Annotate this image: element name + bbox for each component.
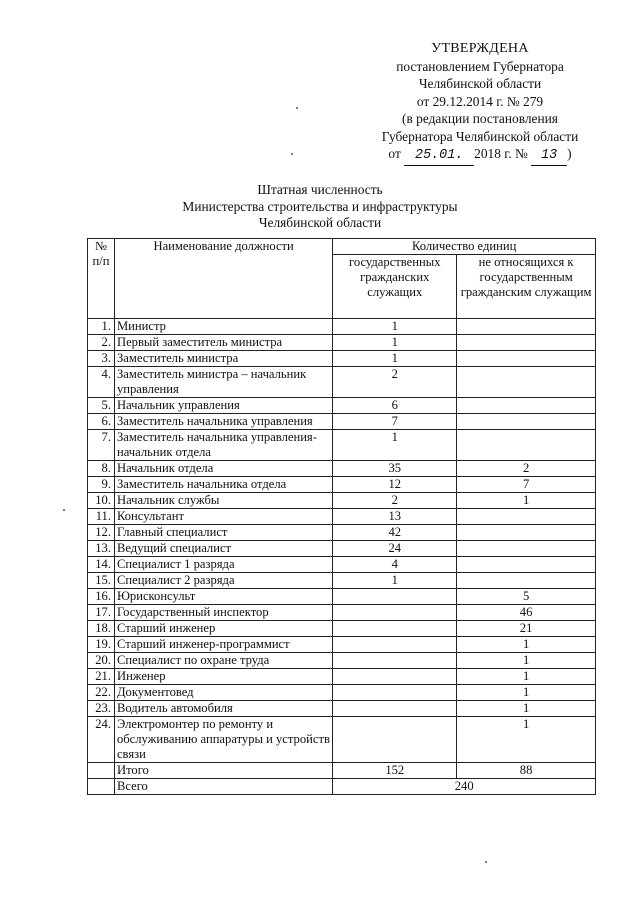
document-title	[0, 182, 640, 232]
table-row	[88, 319, 596, 335]
table-row	[88, 493, 596, 509]
row-civil-count	[333, 653, 457, 669]
grand-value: 240	[333, 779, 596, 795]
row-position: Заместитель начальника управления	[114, 414, 332, 430]
title-line: Министерства строительства и инфраструктуры	[182, 198, 458, 214]
row-number: 7.	[88, 430, 115, 461]
approval-line: Челябинской области	[418, 76, 542, 91]
row-number: 1.	[88, 319, 115, 335]
row-number: 19.	[88, 637, 115, 653]
row-position: Старший инженер-программист	[114, 637, 332, 653]
row-number: 10.	[88, 493, 115, 509]
row-civil-count	[333, 589, 457, 605]
row-noncivil-count	[457, 541, 596, 557]
row-noncivil-count	[457, 525, 596, 541]
approval-from: от	[388, 146, 401, 161]
table-row	[88, 509, 596, 525]
row-number: 6.	[88, 414, 115, 430]
row-number: 22.	[88, 685, 115, 701]
row-noncivil-count: 5	[457, 589, 596, 605]
row-noncivil-count	[457, 573, 596, 589]
row-noncivil-count	[457, 398, 596, 414]
table-row	[88, 701, 596, 717]
row-number: 5.	[88, 398, 115, 414]
row-position: Государственный инспектор	[114, 605, 332, 621]
row-number: 4.	[88, 367, 115, 398]
approval-year: 2018 г. №	[474, 146, 528, 161]
row-civil-count: 1	[333, 351, 457, 367]
approval-date-line	[355, 145, 605, 166]
scan-speck	[485, 861, 487, 863]
grand-num	[88, 779, 115, 795]
row-number: 3.	[88, 351, 115, 367]
approval-line: от 29.12.2014 г. № 279	[416, 93, 544, 109]
total-noncivil: 88	[457, 763, 596, 779]
row-civil-count	[333, 685, 457, 701]
table-row	[88, 430, 596, 461]
row-noncivil-count: 1	[457, 701, 596, 717]
row-number: 21.	[88, 669, 115, 685]
row-civil-count	[333, 605, 457, 621]
row-noncivil-count	[457, 414, 596, 430]
scan-speck	[296, 107, 298, 109]
row-number: 8.	[88, 461, 115, 477]
row-noncivil-count: 1	[457, 669, 596, 685]
row-civil-count: 7	[333, 414, 457, 430]
row-position: Заместитель начальника управления-начальник отдела	[114, 430, 332, 461]
row-civil-count: 35	[333, 461, 457, 477]
row-noncivil-count	[457, 509, 596, 525]
row-position: Специалист 2 разряда	[114, 573, 332, 589]
row-position: Заместитель министра	[114, 351, 332, 367]
table-row	[88, 621, 596, 637]
row-number: 15.	[88, 573, 115, 589]
approval-date: 25.01.	[404, 147, 474, 166]
row-civil-count	[333, 637, 457, 653]
row-position: Главный специалист	[114, 525, 332, 541]
row-noncivil-count: 2	[457, 461, 596, 477]
row-noncivil-count: 7	[457, 477, 596, 493]
table-row	[88, 589, 596, 605]
row-position: Специалист по охране труда	[114, 653, 332, 669]
row-number: 23.	[88, 701, 115, 717]
row-position: Заместитель начальника отдела	[114, 477, 332, 493]
table-row	[88, 637, 596, 653]
row-number: 12.	[88, 525, 115, 541]
row-civil-count	[333, 621, 457, 637]
total-civil: 152	[333, 763, 457, 779]
row-number: 18.	[88, 621, 115, 637]
title-line: Штатная численность	[257, 182, 383, 197]
table-row	[88, 653, 596, 669]
scan-speck	[63, 509, 65, 511]
header-civil: государственных гражданских служащих	[333, 255, 457, 319]
scan-speck	[291, 153, 293, 155]
row-civil-count: 13	[333, 509, 457, 525]
row-noncivil-count: 1	[457, 685, 596, 701]
row-civil-count: 1	[333, 335, 457, 351]
row-position: Первый заместитель министра	[114, 335, 332, 351]
row-noncivil-count	[457, 335, 596, 351]
approval-number: 13	[531, 147, 567, 166]
row-civil-count: 12	[333, 477, 457, 493]
row-position: Начальник службы	[114, 493, 332, 509]
table-row	[88, 367, 596, 398]
total-label: Итого	[114, 763, 332, 779]
approval-block	[355, 40, 605, 166]
row-number: 2.	[88, 335, 115, 351]
header-units: Количество единиц	[333, 239, 596, 255]
row-noncivil-count: 1	[457, 653, 596, 669]
row-number: 9.	[88, 477, 115, 493]
row-civil-count: 2	[333, 493, 457, 509]
total-row	[88, 763, 596, 779]
approval-line: (в редакции постановления	[402, 111, 558, 126]
row-position: Инженер	[114, 669, 332, 685]
row-noncivil-count	[457, 367, 596, 398]
row-position: Юрисконсульт	[114, 589, 332, 605]
row-position: Начальник управления	[114, 398, 332, 414]
row-civil-count: 4	[333, 557, 457, 573]
row-number: 17.	[88, 605, 115, 621]
table-row	[88, 573, 596, 589]
row-civil-count: 6	[333, 398, 457, 414]
grand-label: Всего	[114, 779, 332, 795]
table-row	[88, 685, 596, 701]
header-noncivil: не относящихся к государственным гражданским служащим	[457, 255, 596, 319]
row-noncivil-count	[457, 319, 596, 335]
row-position: Заместитель министра – начальник управления	[114, 367, 332, 398]
row-position: Начальник отдела	[114, 461, 332, 477]
staff-table	[87, 238, 596, 795]
row-number: 16.	[88, 589, 115, 605]
row-position: Консультант	[114, 509, 332, 525]
row-civil-count: 1	[333, 430, 457, 461]
table-row	[88, 717, 596, 763]
row-number: 11.	[88, 509, 115, 525]
table-row	[88, 525, 596, 541]
approval-line: Губернатора Челябинской области	[381, 128, 579, 144]
row-civil-count: 1	[333, 319, 457, 335]
header-num: № п/п	[88, 239, 115, 319]
table-row	[88, 398, 596, 414]
row-position: Министр	[114, 319, 332, 335]
approval-title: УТВЕРЖДЕНА	[431, 41, 529, 56]
header-name: Наименование должности	[114, 239, 332, 319]
row-position: Электромонтер по ремонту и обслуживанию аппаратуры и устройств связи	[114, 717, 332, 763]
row-civil-count: 1	[333, 573, 457, 589]
row-civil-count: 2	[333, 367, 457, 398]
table-body	[88, 319, 596, 763]
row-civil-count	[333, 669, 457, 685]
row-noncivil-count: 46	[457, 605, 596, 621]
table-row	[88, 351, 596, 367]
table-row	[88, 414, 596, 430]
row-number: 24.	[88, 717, 115, 763]
table-row	[88, 541, 596, 557]
row-noncivil-count	[457, 430, 596, 461]
table-row	[88, 335, 596, 351]
table-row	[88, 557, 596, 573]
row-position: Специалист 1 разряда	[114, 557, 332, 573]
row-noncivil-count	[457, 557, 596, 573]
row-noncivil-count: 1	[457, 717, 596, 763]
row-number: 14.	[88, 557, 115, 573]
table-row	[88, 669, 596, 685]
table-header-row	[88, 239, 596, 255]
row-position: Документовед	[114, 685, 332, 701]
row-position: Водитель автомобиля	[114, 701, 332, 717]
row-noncivil-count: 21	[457, 621, 596, 637]
row-noncivil-count	[457, 351, 596, 367]
row-position: Ведущий специалист	[114, 541, 332, 557]
grand-total-row	[88, 779, 596, 795]
row-civil-count	[333, 717, 457, 763]
row-number: 20.	[88, 653, 115, 669]
row-civil-count	[333, 701, 457, 717]
total-num	[88, 763, 115, 779]
row-number: 13.	[88, 541, 115, 557]
approval-line: постановлением Губернатора	[396, 58, 564, 74]
table-row	[88, 477, 596, 493]
table-row	[88, 605, 596, 621]
row-noncivil-count: 1	[457, 637, 596, 653]
row-position: Старший инженер	[114, 621, 332, 637]
approval-close: )	[567, 146, 572, 161]
table-row	[88, 461, 596, 477]
row-noncivil-count: 1	[457, 493, 596, 509]
row-civil-count: 24	[333, 541, 457, 557]
row-civil-count: 42	[333, 525, 457, 541]
title-line: Челябинской области	[258, 215, 382, 230]
